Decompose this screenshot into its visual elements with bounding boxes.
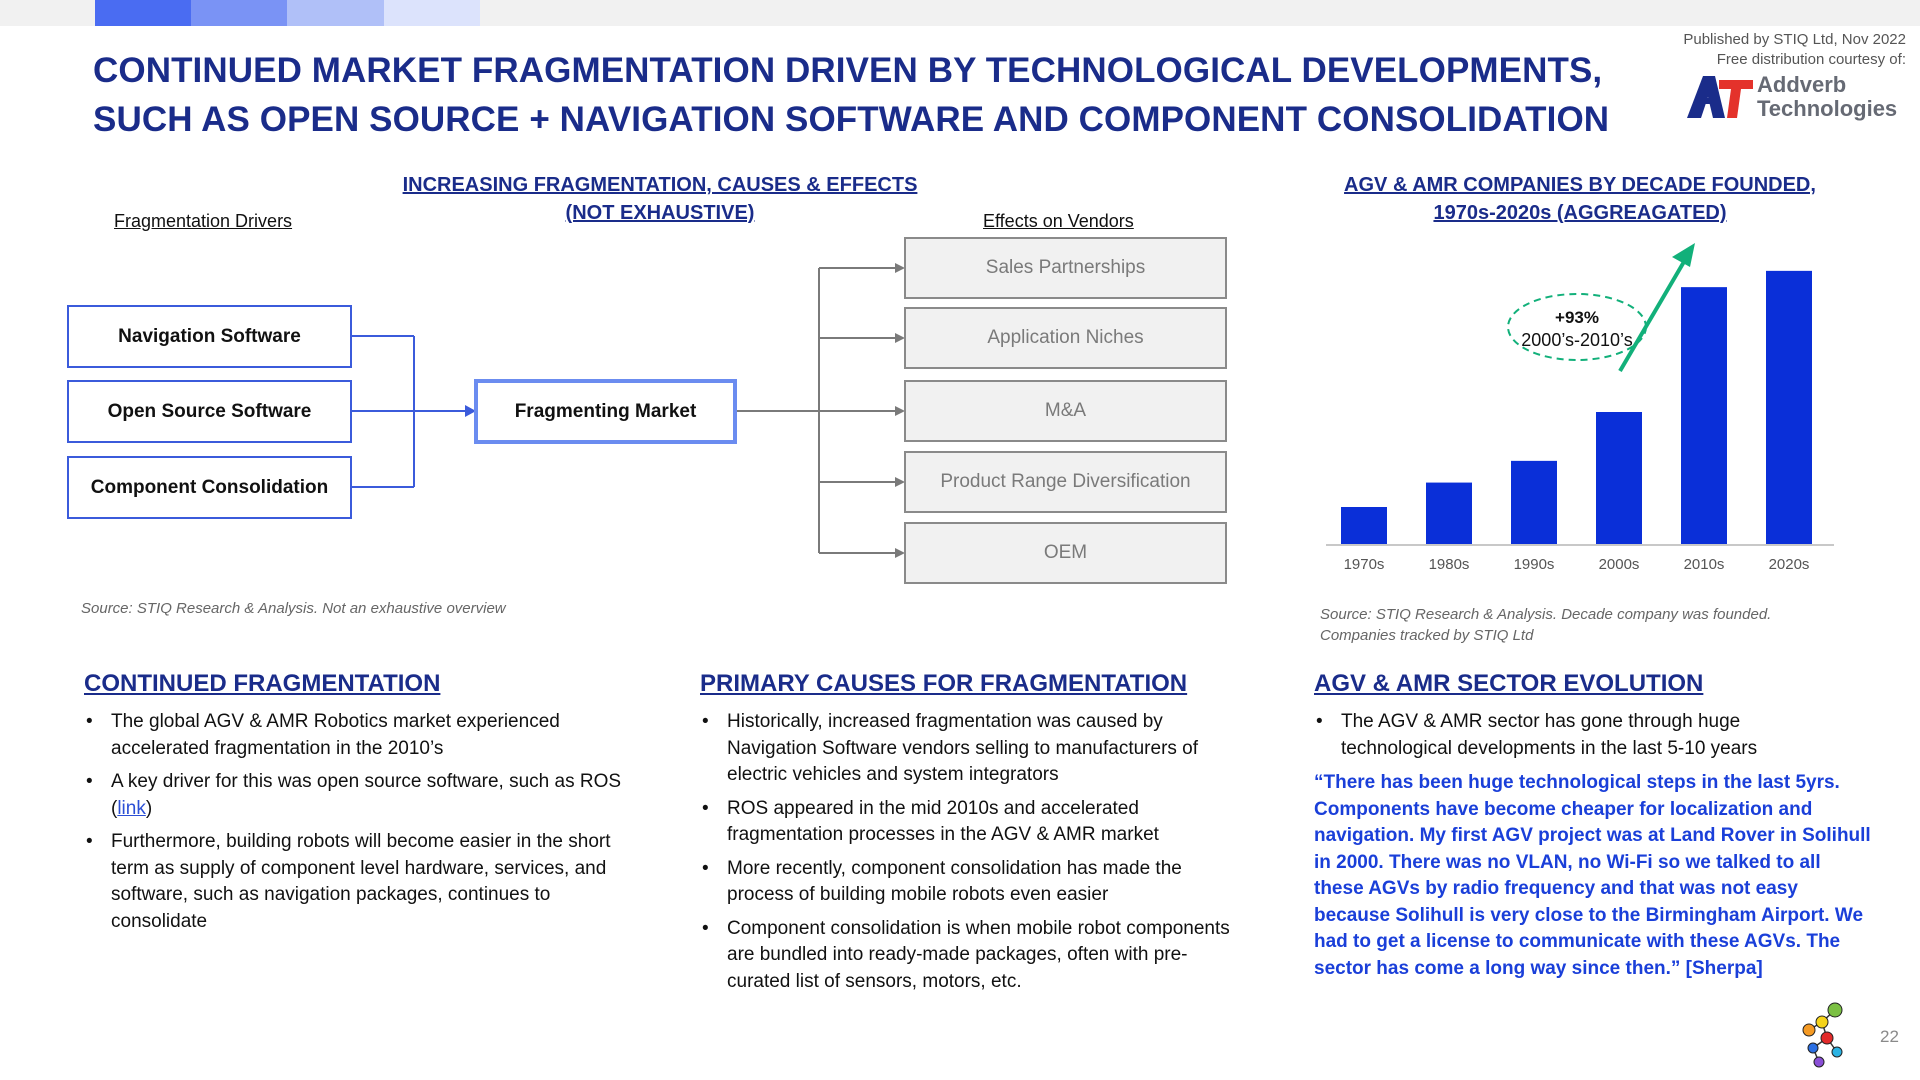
- growth-annotation-label: 2000’s-2010’s: [1521, 330, 1633, 350]
- page-title: [93, 46, 1633, 144]
- col1-bullet-3: • Furthermore, building robots will become easier in the short term as supply of component level hardware, services, and software, such as navigation packages, continues to consolidate: [84, 829, 624, 935]
- col1-bullet-1: • The global AGV & AMR Robotics market experienced accelerated fragmentation in the 2010’s: [84, 709, 624, 762]
- chart-title-line-2: 1970s-2020s (AGGREAGATED): [1433, 202, 1727, 224]
- logo-text-line-2: Technologies: [1757, 96, 1898, 121]
- bar-2000s: [1596, 412, 1642, 545]
- growth-annotation-ellipse: [1508, 294, 1646, 360]
- growth-annotation-value: +93%: [1555, 308, 1599, 327]
- diagram-title-line-1: INCREASING FRAGMENTATION, CAUSES & EFFECTS: [402, 174, 918, 196]
- companies-by-decade-chart: [1318, 230, 1838, 590]
- bar-1980s: [1426, 483, 1472, 545]
- col2-bullet-1: • Historically, increased fragmentation was caused by Navigation Software vendors selling to manufacturers of electric vehicles and system integrators: [700, 709, 1240, 789]
- bar-1990s: [1511, 461, 1557, 545]
- col2-heading: PRIMARY CAUSES FOR FRAGMENTATION: [700, 670, 1188, 697]
- col1-bullet-2-close: ): [145, 797, 153, 819]
- col2-bullet-4: • Component consolidation is when mobile robot components are bundled into ready-made packages, often with pre-curated list of sensors, motors, etc.: [700, 916, 1240, 996]
- fragmenting-market-box: Fragmenting Market: [474, 379, 737, 444]
- col3-bullets: [1314, 709, 1854, 769]
- strip-segment-2: [191, 0, 287, 26]
- driver-navigation-software: Navigation Software: [67, 305, 352, 368]
- sherpa-quote: “There has been huge technological steps in the last 5yrs. Components have become cheaper for localization and navigation. My first AGV project was at Land Rover in Solihull in 2000. There was no VLAN, no Wi-Fi so we talked to all these AGVs by radio frequency and that was not easy because Solihull is very close to the Birmingham Airport. We had to get a license to communicate with these AGVs. The sector has come a long way since then.” [Sherpa]: [1314, 772, 1871, 979]
- col1-bullet-2-text: A key driver for this was open source software, such as ROS (: [111, 771, 622, 819]
- col2-bullets: [700, 709, 1240, 1002]
- effects-heading: Effects on Vendors: [983, 211, 1134, 231]
- col1-bullet-2: [84, 769, 624, 822]
- x-tick-2020s: 2020s: [1768, 556, 1810, 573]
- growth-trend-arrow: [1620, 260, 1685, 371]
- x-tick-2000s: 2000s: [1598, 556, 1640, 573]
- addverb-logo-wordmark: [1757, 73, 1897, 121]
- page-number: 22: [1880, 1027, 1899, 1046]
- chart-title-line-1: AGV & AMR COMPANIES BY DECADE FOUNDED,: [1344, 174, 1816, 196]
- col3-bullet-1: • The AGV & AMR sector has gone through huge technological developments in the last 5-10 years: [1314, 709, 1854, 762]
- diagram-source-note: Source: STIQ Research & Analysis. Not an exhaustive overview: [81, 600, 506, 617]
- bar-2020s: [1766, 271, 1812, 545]
- col1-heading: CONTINUED FRAGMENTATION: [84, 670, 441, 697]
- effect-application-niches: Application Niches: [904, 307, 1227, 369]
- bar-1970s: [1341, 507, 1387, 545]
- diagram-title-line-2: (NOT EXHAUSTIVE): [565, 202, 755, 224]
- strip-segment-1: [95, 0, 191, 26]
- chart-source-line-2: Companies tracked by STIQ Ltd: [1320, 627, 1534, 644]
- page-title-line-2: SUCH AS OPEN SOURCE + NAVIGATION SOFTWARE AND COMPONENT CONSOLIDATION: [93, 100, 1610, 139]
- published-note: [1546, 30, 1906, 70]
- col2-bullet-2: • ROS appeared in the mid 2010s and accelerated fragmentation processes in the AGV & AMR market: [700, 796, 1240, 849]
- effect-product-range-diversification: Product Range Diversification: [904, 451, 1227, 513]
- effect-m-and-a: M&A: [904, 380, 1227, 442]
- logo-text-line-1: Addverb: [1757, 72, 1847, 97]
- addverb-logo-icon: [1687, 74, 1753, 118]
- x-tick-1970s: 1970s: [1343, 556, 1385, 573]
- addverb-logo: [1687, 71, 1902, 123]
- col3-heading: AGV & AMR SECTOR EVOLUTION: [1314, 670, 1704, 697]
- x-tick-1990s: 1990s: [1513, 556, 1555, 573]
- bar-2010s: [1681, 287, 1727, 545]
- col2-bullet-3: • More recently, component consolidation has made the process of building mobile robots even easier: [700, 856, 1240, 909]
- ros-link[interactable]: link: [117, 797, 146, 819]
- chart-source-note: [1320, 604, 1771, 646]
- effect-sales-partnerships: Sales Partnerships: [904, 237, 1227, 299]
- published-line-2: Free distribution courtesy of:: [1716, 51, 1906, 68]
- page-title-line-1: CONTINUED MARKET FRAGMENTATION DRIVEN BY TECHNOLOGICAL DEVELOPMENTS,: [93, 51, 1603, 90]
- strip-segment-4: [384, 0, 480, 26]
- strip-segment-3: [287, 0, 384, 26]
- effect-oem: OEM: [904, 522, 1227, 584]
- published-line-1: Published by STIQ Ltd, Nov 2022: [1683, 31, 1906, 48]
- network-nodes-logo-icon: [1797, 1000, 1847, 1072]
- diagram-title: [380, 171, 940, 227]
- drivers-heading: Fragmentation Drivers: [114, 211, 293, 231]
- x-tick-1980s: 1980s: [1428, 556, 1470, 573]
- driver-open-source-software: Open Source Software: [67, 380, 352, 443]
- col1-bullets: [84, 709, 624, 942]
- chart-title: [1320, 171, 1840, 227]
- x-tick-2010s: 2010s: [1683, 556, 1725, 573]
- driver-component-consolidation: Component Consolidation: [67, 456, 352, 519]
- chart-source-line-1: Source: STIQ Research & Analysis. Decade company was founded.: [1320, 606, 1772, 623]
